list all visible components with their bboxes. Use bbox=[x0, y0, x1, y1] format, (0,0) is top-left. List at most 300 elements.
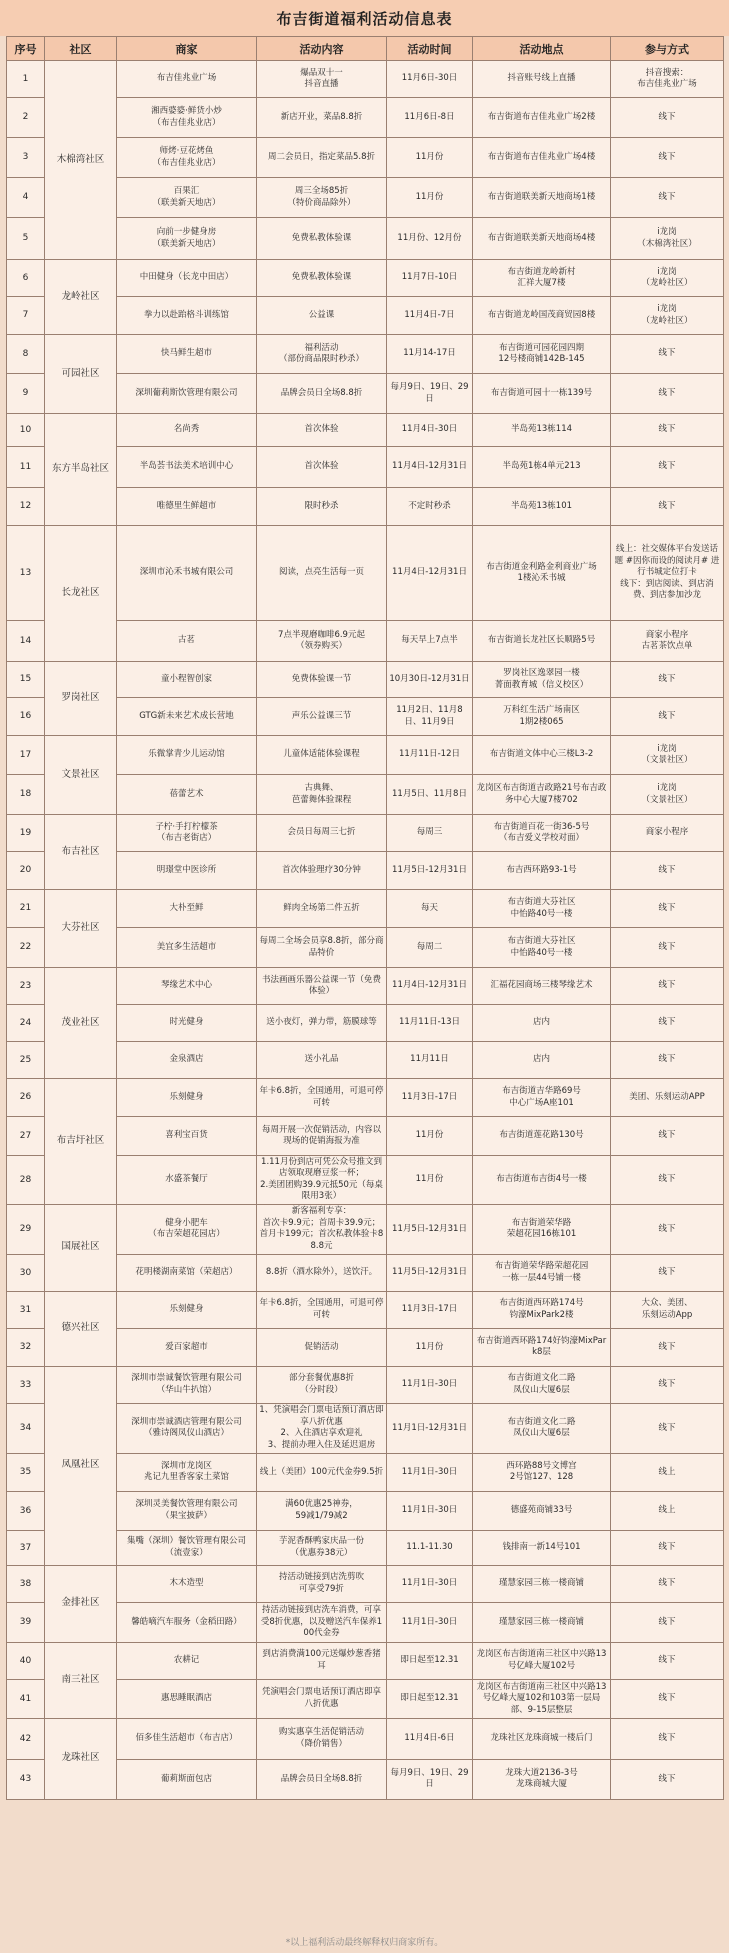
cell-content: 线上（美团）100元代金券9.5折 bbox=[257, 1453, 387, 1491]
cell-community: 金排社区 bbox=[45, 1565, 117, 1642]
cell-seq: 19 bbox=[7, 815, 45, 852]
cell-merchant: 童小程智创家 bbox=[117, 662, 257, 698]
cell-seq: 27 bbox=[7, 1117, 45, 1156]
cell-merchant: 惠思睡眠酒店 bbox=[117, 1679, 257, 1718]
cell-location: 德盛苑商铺33号 bbox=[473, 1491, 611, 1530]
cell-content: 免费私教体验课 bbox=[257, 260, 387, 297]
cell-time: 11月份 bbox=[387, 1117, 473, 1156]
cell-time: 11月1日-30日 bbox=[387, 1565, 473, 1602]
header-row bbox=[7, 37, 724, 61]
cell-community: 罗岗社区 bbox=[45, 662, 117, 736]
cell-time: 每月9日、19日、29日 bbox=[387, 374, 473, 414]
cell-merchant: 拳力以赴跆格斗训练馆 bbox=[117, 297, 257, 335]
cell-seq: 30 bbox=[7, 1254, 45, 1291]
cell-method: 线下 bbox=[611, 1117, 724, 1156]
cell-content: 福利活动 （部份商品限时秒杀） bbox=[257, 335, 387, 374]
cell-content: 持活动链接到店洗车消费，可享受8折优惠，以及赠送汽车保养100代金券 bbox=[257, 1602, 387, 1642]
cell-time: 11月1日-30日 bbox=[387, 1366, 473, 1403]
table-row bbox=[7, 1291, 724, 1328]
cell-merchant: 明璟堂中医诊所 bbox=[117, 852, 257, 890]
cell-location: 抖音账号线上直播 bbox=[473, 61, 611, 98]
cell-time: 11月4日-30日 bbox=[387, 414, 473, 447]
cell-seq: 33 bbox=[7, 1366, 45, 1403]
cell-seq: 12 bbox=[7, 488, 45, 526]
cell-time: 每天 bbox=[387, 890, 473, 928]
cell-time: 11月1日-30日 bbox=[387, 1602, 473, 1642]
cell-method: 线下 bbox=[611, 1204, 724, 1254]
cell-community: 东方半岛社区 bbox=[45, 414, 117, 526]
cell-method: 线上：社交媒体平台发送话题 #因你而设的阅读月# 进行书城定位打卡 线下：到店阅读、到店消费、到店参加沙龙 bbox=[611, 526, 724, 621]
cell-merchant: 馨皓嘀汽车服务（金稻田路） bbox=[117, 1602, 257, 1642]
cell-merchant: 集嘴（深圳）餐饮管理有限公司 （流壹家） bbox=[117, 1530, 257, 1565]
cell-method: 线下 bbox=[611, 852, 724, 890]
cell-content: 限时秒杀 bbox=[257, 488, 387, 526]
table-row bbox=[7, 260, 724, 297]
cell-method: 线下 bbox=[611, 1642, 724, 1679]
cell-method: 商家小程序 bbox=[611, 815, 724, 852]
cell-location: 布吉街道联美新天地商场4楼 bbox=[473, 218, 611, 260]
cell-time: 11月7日-10日 bbox=[387, 260, 473, 297]
cell-content: 儿童体适能体验课程 bbox=[257, 736, 387, 775]
cell-content: 年卡6.8折，全国通用，可退可停可转 bbox=[257, 1291, 387, 1328]
table-row bbox=[7, 1642, 724, 1679]
cell-time: 11月份 bbox=[387, 1156, 473, 1205]
cell-method: 线下 bbox=[611, 928, 724, 968]
cell-merchant: 乐刻健身 bbox=[117, 1291, 257, 1328]
cell-time: 11月4日-6日 bbox=[387, 1718, 473, 1759]
cell-seq: 39 bbox=[7, 1602, 45, 1642]
cell-seq: 2 bbox=[7, 98, 45, 138]
cell-time: 11月2日、11月8日、11月9日 bbox=[387, 698, 473, 736]
cell-location: 布吉街道可园十一栋139号 bbox=[473, 374, 611, 414]
cell-time: 每周三 bbox=[387, 815, 473, 852]
cell-method: 线下 bbox=[611, 1530, 724, 1565]
cell-content: 品牌会员日全场8.8折 bbox=[257, 1759, 387, 1799]
cell-time: 11月1日-30日 bbox=[387, 1491, 473, 1530]
cell-time: 即日起至12.31 bbox=[387, 1679, 473, 1718]
cell-content: 1、凭演唱会门票电话预订酒店即享八折优惠 2、入住酒店享欢迎礼 3、提前办理入住及延迟退房 bbox=[257, 1403, 387, 1453]
cell-community: 南三社区 bbox=[45, 1642, 117, 1718]
cell-merchant: 花明楼湖南菜馆（荣超店） bbox=[117, 1254, 257, 1291]
cell-content: 免费私教体验课 bbox=[257, 218, 387, 260]
cell-merchant: 布吉佳兆业广场 bbox=[117, 61, 257, 98]
cell-seq: 1 bbox=[7, 61, 45, 98]
cell-time: 11月份 bbox=[387, 1328, 473, 1366]
cell-seq: 9 bbox=[7, 374, 45, 414]
cell-merchant: 名尚秀 bbox=[117, 414, 257, 447]
table-row bbox=[7, 1079, 724, 1117]
cell-seq: 4 bbox=[7, 178, 45, 218]
cell-seq: 16 bbox=[7, 698, 45, 736]
cell-time: 每周二 bbox=[387, 928, 473, 968]
cell-community: 大芬社区 bbox=[45, 890, 117, 968]
cell-merchant: 湘西婆婆·鲜货小炒 （布吉佳兆业店） bbox=[117, 98, 257, 138]
cell-location: 布吉街道西环路174号 钧濠MixPark2楼 bbox=[473, 1291, 611, 1328]
cell-method: 线下 bbox=[611, 1403, 724, 1453]
cell-time: 11月4日-12月31日 bbox=[387, 968, 473, 1005]
cell-location: 龙岗区布吉街道吉政路21号布吉政务中心大厦7楼702 bbox=[473, 775, 611, 815]
cell-community: 国展社区 bbox=[45, 1204, 117, 1291]
cell-location: 汇福花园商场三楼琴缘艺术 bbox=[473, 968, 611, 1005]
cell-location: 布吉街道莲花路130号 bbox=[473, 1117, 611, 1156]
cell-method: 线下 bbox=[611, 98, 724, 138]
cell-seq: 40 bbox=[7, 1642, 45, 1679]
cell-method: 线下 bbox=[611, 488, 724, 526]
cell-content: 公益课 bbox=[257, 297, 387, 335]
footer-note: *以上福利活动最终解释权归商家所有。 bbox=[0, 1933, 729, 1953]
cell-seq: 24 bbox=[7, 1005, 45, 1042]
cell-seq: 25 bbox=[7, 1042, 45, 1079]
cell-method: 商家小程序 古茗茶饮点单 bbox=[611, 621, 724, 662]
cell-community: 龙岭社区 bbox=[45, 260, 117, 335]
cell-seq: 7 bbox=[7, 297, 45, 335]
cell-content: 每周开展一次促销活动，内容以现场的促销海报为准 bbox=[257, 1117, 387, 1156]
cell-seq: 41 bbox=[7, 1679, 45, 1718]
cell-location: 瑾慧家园三栋一楼商铺 bbox=[473, 1602, 611, 1642]
col-header-location: 活动地点 bbox=[473, 37, 611, 61]
cell-seq: 26 bbox=[7, 1079, 45, 1117]
cell-location: 布吉街道荣华路 荣超花园16栋101 bbox=[473, 1204, 611, 1254]
cell-merchant: 葡莉斯面包店 bbox=[117, 1759, 257, 1799]
cell-content: 鲜肉全场第二件五折 bbox=[257, 890, 387, 928]
cell-time: 11月5日-12月31日 bbox=[387, 1204, 473, 1254]
cell-seq: 13 bbox=[7, 526, 45, 621]
cell-time: 11月5日、11月8日 bbox=[387, 775, 473, 815]
table-row bbox=[7, 890, 724, 928]
cell-time: 11.1-11.30 bbox=[387, 1530, 473, 1565]
cell-method: 线下 bbox=[611, 1759, 724, 1799]
cell-content: 新客福利专享： 首次卡9.9元；首周卡39.9元；首月卡199元；首次私教体验卡88.8元 bbox=[257, 1204, 387, 1254]
cell-method: i龙岗 （文景社区） bbox=[611, 736, 724, 775]
cell-location: 龙岗区布吉街道南三社区中兴路13号亿峰大厦102和103第一层局部、9-15层整层 bbox=[473, 1679, 611, 1718]
cell-seq: 10 bbox=[7, 414, 45, 447]
cell-time: 每天早上7点半 bbox=[387, 621, 473, 662]
cell-location: 龙岗区布吉街道南三社区中兴路13号亿峰大厦102号 bbox=[473, 1642, 611, 1679]
cell-content: 周三全场85折 （特价商品除外） bbox=[257, 178, 387, 218]
cell-merchant: 师烤·豆花烤鱼 （布吉佳兆业店） bbox=[117, 138, 257, 178]
cell-merchant: 爱百家超市 bbox=[117, 1328, 257, 1366]
cell-seq: 14 bbox=[7, 621, 45, 662]
cell-content: 持活动链接到店洗剪吹 可享受79折 bbox=[257, 1565, 387, 1602]
cell-method: 大众、美团、 乐刻运动App bbox=[611, 1291, 724, 1328]
cell-time: 11月11日-12日 bbox=[387, 736, 473, 775]
cell-method: i龙岗 （木棉湾社区） bbox=[611, 218, 724, 260]
table-row bbox=[7, 61, 724, 98]
cell-method: i龙岗 （文景社区） bbox=[611, 775, 724, 815]
cell-location: 西环路88号文博宫 2号馆127、128 bbox=[473, 1453, 611, 1491]
cell-method: 线下 bbox=[611, 138, 724, 178]
cell-location: 万科红生活广场南区 1期2楼065 bbox=[473, 698, 611, 736]
cell-content: 古典舞、 芭蕾舞体验课程 bbox=[257, 775, 387, 815]
cell-seq: 42 bbox=[7, 1718, 45, 1759]
cell-method: 线下 bbox=[611, 1042, 724, 1079]
cell-method: 线下 bbox=[611, 890, 724, 928]
cell-location: 布吉街道布吉佳兆业广场2楼 bbox=[473, 98, 611, 138]
cell-method: 线下 bbox=[611, 698, 724, 736]
cell-method: 抖音搜索： 布吉佳兆业广场 bbox=[611, 61, 724, 98]
cell-merchant: 深圳市崇诚酒店管理有限公司 （雅诗阁凤仪山酒店） bbox=[117, 1403, 257, 1453]
cell-time: 10月30日-12月31日 bbox=[387, 662, 473, 698]
cell-merchant: 乐微掌青少儿运动馆 bbox=[117, 736, 257, 775]
table-row bbox=[7, 736, 724, 775]
cell-method: 线下 bbox=[611, 1328, 724, 1366]
cell-method: 线下 bbox=[611, 1602, 724, 1642]
cell-content: 到店消费满100元送爆炒葱香猪耳 bbox=[257, 1642, 387, 1679]
cell-content: 每周二全场会员享8.8折，部分商品特价 bbox=[257, 928, 387, 968]
cell-location: 布吉街道龙岭国茂商贸园8楼 bbox=[473, 297, 611, 335]
cell-method: i龙岗 （龙岭社区） bbox=[611, 260, 724, 297]
cell-time: 11月5日-12月31日 bbox=[387, 852, 473, 890]
cell-community: 德兴社区 bbox=[45, 1291, 117, 1366]
cell-merchant: 百果汇 （联美新天地店） bbox=[117, 178, 257, 218]
cell-merchant: 健身小肥车 （布吉荣超花园店） bbox=[117, 1204, 257, 1254]
cell-content: 首次体验 bbox=[257, 447, 387, 488]
col-header-community: 社区 bbox=[45, 37, 117, 61]
table-row bbox=[7, 335, 724, 374]
cell-method: 线上 bbox=[611, 1491, 724, 1530]
cell-merchant: 木木造型 bbox=[117, 1565, 257, 1602]
cell-seq: 3 bbox=[7, 138, 45, 178]
cell-content: 促销活动 bbox=[257, 1328, 387, 1366]
cell-location: 店内 bbox=[473, 1042, 611, 1079]
cell-location: 布吉街道联美新天地商场1楼 bbox=[473, 178, 611, 218]
sheet-title: 布吉街道福利活动信息表 bbox=[0, 0, 729, 36]
cell-merchant: 深圳市崇诚餐饮管理有限公司 （华山牛扒馆） bbox=[117, 1366, 257, 1403]
cell-method: 线下 bbox=[611, 335, 724, 374]
cell-time: 11月1日-30日 bbox=[387, 1453, 473, 1491]
cell-seq: 15 bbox=[7, 662, 45, 698]
cell-location: 布吉街道百花一街36-5号 （布吉爱义学校对面） bbox=[473, 815, 611, 852]
cell-method: i龙岗 （龙岭社区） bbox=[611, 297, 724, 335]
cell-method: 线下 bbox=[611, 1366, 724, 1403]
cell-method: 线下 bbox=[611, 1254, 724, 1291]
cell-time: 不定时秒杀 bbox=[387, 488, 473, 526]
cell-method: 线下 bbox=[611, 1005, 724, 1042]
table-row bbox=[7, 968, 724, 1005]
cell-location: 钱排南一新14号101 bbox=[473, 1530, 611, 1565]
cell-content: 送小礼品 bbox=[257, 1042, 387, 1079]
cell-method: 线下 bbox=[611, 1679, 724, 1718]
cell-merchant: 快马鲜生超市 bbox=[117, 335, 257, 374]
cell-seq: 18 bbox=[7, 775, 45, 815]
cell-location: 瑾慧家园三栋一楼商铺 bbox=[473, 1565, 611, 1602]
col-header-method: 参与方式 bbox=[611, 37, 724, 61]
table-row bbox=[7, 414, 724, 447]
cell-method: 线下 bbox=[611, 1565, 724, 1602]
cell-time: 11月份 bbox=[387, 138, 473, 178]
table-row bbox=[7, 1366, 724, 1403]
cell-location: 店内 bbox=[473, 1005, 611, 1042]
cell-community: 布吉社区 bbox=[45, 815, 117, 890]
cell-community: 凤凰社区 bbox=[45, 1366, 117, 1565]
cell-location: 半岛苑1栋4单元213 bbox=[473, 447, 611, 488]
cell-location: 半岛苑13栋101 bbox=[473, 488, 611, 526]
cell-content: 满60优惠25神券， 59减1/79减2 bbox=[257, 1491, 387, 1530]
cell-content: 7点半现磨咖啡6.9元起 （领券购买） bbox=[257, 621, 387, 662]
cell-location: 布吉街道西环路174好钧濠MixPark8层 bbox=[473, 1328, 611, 1366]
cell-method: 线下 bbox=[611, 447, 724, 488]
table-row bbox=[7, 1565, 724, 1602]
cell-method: 美团、乐刻运动APP bbox=[611, 1079, 724, 1117]
cell-time: 11月4日-7日 bbox=[387, 297, 473, 335]
cell-merchant: 古茗 bbox=[117, 621, 257, 662]
cell-time: 11月份 bbox=[387, 178, 473, 218]
cell-content: 首次体验理疗30分钟 bbox=[257, 852, 387, 890]
cell-time: 11月3日-17日 bbox=[387, 1291, 473, 1328]
cell-time: 11月11日 bbox=[387, 1042, 473, 1079]
col-header-time: 活动时间 bbox=[387, 37, 473, 61]
cell-community: 布吉圩社区 bbox=[45, 1079, 117, 1205]
cell-seq: 21 bbox=[7, 890, 45, 928]
cell-content: 周二会员日，指定菜品5.8折 bbox=[257, 138, 387, 178]
cell-seq: 17 bbox=[7, 736, 45, 775]
cell-content: 阅读，点亮生活每一页 bbox=[257, 526, 387, 621]
cell-merchant: 美宜多生活超市 bbox=[117, 928, 257, 968]
cell-time: 11月5日-12月31日 bbox=[387, 1254, 473, 1291]
cell-content: 新店开业，菜品8.8折 bbox=[257, 98, 387, 138]
col-header-seq: 序号 bbox=[7, 37, 45, 61]
cell-content: 免费体验课一节 bbox=[257, 662, 387, 698]
cell-location: 龙珠大道2136-3号 龙珠商城大厦 bbox=[473, 1759, 611, 1799]
cell-content: 芋泥香酥鸭家庆品一份 （优惠券38元） bbox=[257, 1530, 387, 1565]
cell-location: 龙珠社区龙珠商城一楼后门 bbox=[473, 1718, 611, 1759]
cell-method: 线下 bbox=[611, 1156, 724, 1205]
cell-merchant: 深圳葡莉斯饮管理有限公司 bbox=[117, 374, 257, 414]
cell-time: 11月6日-8日 bbox=[387, 98, 473, 138]
col-header-content: 活动内容 bbox=[257, 37, 387, 61]
cell-content: 年卡6.8折，全国通用，可退可停可转 bbox=[257, 1079, 387, 1117]
cell-merchant: 佰多佳生活超市（布吉店） bbox=[117, 1718, 257, 1759]
table-row bbox=[7, 815, 724, 852]
cell-time: 11月4日-12月31日 bbox=[387, 447, 473, 488]
cell-merchant: 中田健身（长龙中田店） bbox=[117, 260, 257, 297]
cell-location: 布吉街道文化二路 凤仪山大厦6层 bbox=[473, 1403, 611, 1453]
cell-time: 每月9日、19日、29日 bbox=[387, 1759, 473, 1799]
cell-seq: 23 bbox=[7, 968, 45, 1005]
cell-content: 首次体验 bbox=[257, 414, 387, 447]
table-row bbox=[7, 662, 724, 698]
cell-location: 布吉街道龙岭新村 汇祥大厦7楼 bbox=[473, 260, 611, 297]
cell-location: 布吉街道布吉街4号一楼 bbox=[473, 1156, 611, 1205]
cell-seq: 29 bbox=[7, 1204, 45, 1254]
cell-time: 11月份、12月份 bbox=[387, 218, 473, 260]
cell-merchant: 深圳市龙岗区 兆记九里香客家土菜馆 bbox=[117, 1453, 257, 1491]
cell-seq: 38 bbox=[7, 1565, 45, 1602]
cell-time: 即日起至12.31 bbox=[387, 1642, 473, 1679]
cell-merchant: 大朴至鲜 bbox=[117, 890, 257, 928]
cell-time: 11月3日-17日 bbox=[387, 1079, 473, 1117]
cell-time: 11月11日-13日 bbox=[387, 1005, 473, 1042]
cell-merchant: 喜利宝百货 bbox=[117, 1117, 257, 1156]
cell-merchant: 向前一步健身房 （联美新天地店） bbox=[117, 218, 257, 260]
cell-method: 线下 bbox=[611, 178, 724, 218]
cell-location: 布吉街道长龙社区长顺路5号 bbox=[473, 621, 611, 662]
cell-location: 布吉街道荣华路荣超花园 一栋一层44号铺一楼 bbox=[473, 1254, 611, 1291]
cell-method: 线下 bbox=[611, 968, 724, 1005]
cell-content: 购实惠享生活促销活动 （降价销售） bbox=[257, 1718, 387, 1759]
cell-seq: 37 bbox=[7, 1530, 45, 1565]
cell-merchant: 乐刻健身 bbox=[117, 1079, 257, 1117]
cell-location: 布吉街道文化二路 凤仪山大厦6层 bbox=[473, 1366, 611, 1403]
cell-seq: 43 bbox=[7, 1759, 45, 1799]
cell-content: 送小夜灯，弹力带，筋膜球等 bbox=[257, 1005, 387, 1042]
cell-location: 布吉街道金利路金利商业广场 1楼沁禾书城 bbox=[473, 526, 611, 621]
cell-merchant: GTG新未来艺术成长营地 bbox=[117, 698, 257, 736]
cell-seq: 11 bbox=[7, 447, 45, 488]
cell-time: 11月1日-12月31日 bbox=[387, 1403, 473, 1453]
cell-content: 8.8折（酒水除外），送饮汗。 bbox=[257, 1254, 387, 1291]
cell-merchant: 子柠·手打柠檬茶 （布吉老街店） bbox=[117, 815, 257, 852]
cell-content: 部分套餐优惠8折 （分时段） bbox=[257, 1366, 387, 1403]
cell-location: 布吉街道文体中心三楼L3-2 bbox=[473, 736, 611, 775]
cell-content: 爆品双十一 抖音直播 bbox=[257, 61, 387, 98]
cell-merchant: 深圳灵美餐饮管理有限公司 （果宝披萨） bbox=[117, 1491, 257, 1530]
cell-content: 会员日每周三七折 bbox=[257, 815, 387, 852]
cell-location: 布吉街道布吉佳兆业广场4楼 bbox=[473, 138, 611, 178]
cell-location: 布吉街道大芬社区 中怡路40号一楼 bbox=[473, 928, 611, 968]
cell-time: 11月4日-12月31日 bbox=[387, 526, 473, 621]
cell-community: 龙珠社区 bbox=[45, 1718, 117, 1799]
cell-location: 半岛苑13栋114 bbox=[473, 414, 611, 447]
cell-merchant: 半岛荟书法美术培训中心 bbox=[117, 447, 257, 488]
cell-location: 布吉西环路93-1号 bbox=[473, 852, 611, 890]
cell-community: 长龙社区 bbox=[45, 526, 117, 662]
cell-merchant: 蓓蕾艺术 bbox=[117, 775, 257, 815]
cell-merchant: 水盛茶餐厅 bbox=[117, 1156, 257, 1205]
cell-location: 布吉街道可园花园四期 12号楼商铺142B-145 bbox=[473, 335, 611, 374]
cell-seq: 20 bbox=[7, 852, 45, 890]
table-row bbox=[7, 1718, 724, 1759]
cell-seq: 6 bbox=[7, 260, 45, 297]
table-row bbox=[7, 526, 724, 621]
cell-method: 线下 bbox=[611, 374, 724, 414]
cell-method: 线下 bbox=[611, 414, 724, 447]
cell-community: 文景社区 bbox=[45, 736, 117, 815]
cell-seq: 34 bbox=[7, 1403, 45, 1453]
cell-merchant: 农耕记 bbox=[117, 1642, 257, 1679]
cell-merchant: 时光健身 bbox=[117, 1005, 257, 1042]
cell-seq: 31 bbox=[7, 1291, 45, 1328]
cell-time: 11月14-17日 bbox=[387, 335, 473, 374]
cell-merchant: 唯德里生鲜超市 bbox=[117, 488, 257, 526]
cell-seq: 8 bbox=[7, 335, 45, 374]
cell-content: 声乐公益课三节 bbox=[257, 698, 387, 736]
cell-merchant: 金泉酒店 bbox=[117, 1042, 257, 1079]
cell-merchant: 琴缘艺术中心 bbox=[117, 968, 257, 1005]
cell-seq: 36 bbox=[7, 1491, 45, 1530]
cell-time: 11月6日-30日 bbox=[387, 61, 473, 98]
cell-method: 线上 bbox=[611, 1453, 724, 1491]
cell-merchant: 深圳市沁禾书城有限公司 bbox=[117, 526, 257, 621]
cell-seq: 32 bbox=[7, 1328, 45, 1366]
cell-community: 茂业社区 bbox=[45, 968, 117, 1079]
cell-location: 布吉街道大芬社区 中怡路40号一楼 bbox=[473, 890, 611, 928]
cell-method: 线下 bbox=[611, 1718, 724, 1759]
cell-seq: 35 bbox=[7, 1453, 45, 1491]
cell-method: 线下 bbox=[611, 662, 724, 698]
cell-seq: 28 bbox=[7, 1156, 45, 1205]
cell-content: 1.11月份到店可凭公众号推文到店领取现磨豆浆一杯； 2.美团团购39.9元抵50元（每桌限用3张） bbox=[257, 1156, 387, 1205]
cell-location: 布吉街道吉华路69号 中心广场A座101 bbox=[473, 1079, 611, 1117]
cell-location: 罗岗社区逸翠园一楼 菁面教育城（信义校区） bbox=[473, 662, 611, 698]
activity-table bbox=[6, 36, 724, 1800]
cell-community: 木棉湾社区 bbox=[45, 61, 117, 260]
cell-content: 书法画画乐器公益课一节（免费体验） bbox=[257, 968, 387, 1005]
table-row bbox=[7, 1204, 724, 1254]
cell-community: 可园社区 bbox=[45, 335, 117, 414]
col-header-merchant: 商家 bbox=[117, 37, 257, 61]
cell-content: 凭演唱会门票电话预订酒店即享八折优惠 bbox=[257, 1679, 387, 1718]
